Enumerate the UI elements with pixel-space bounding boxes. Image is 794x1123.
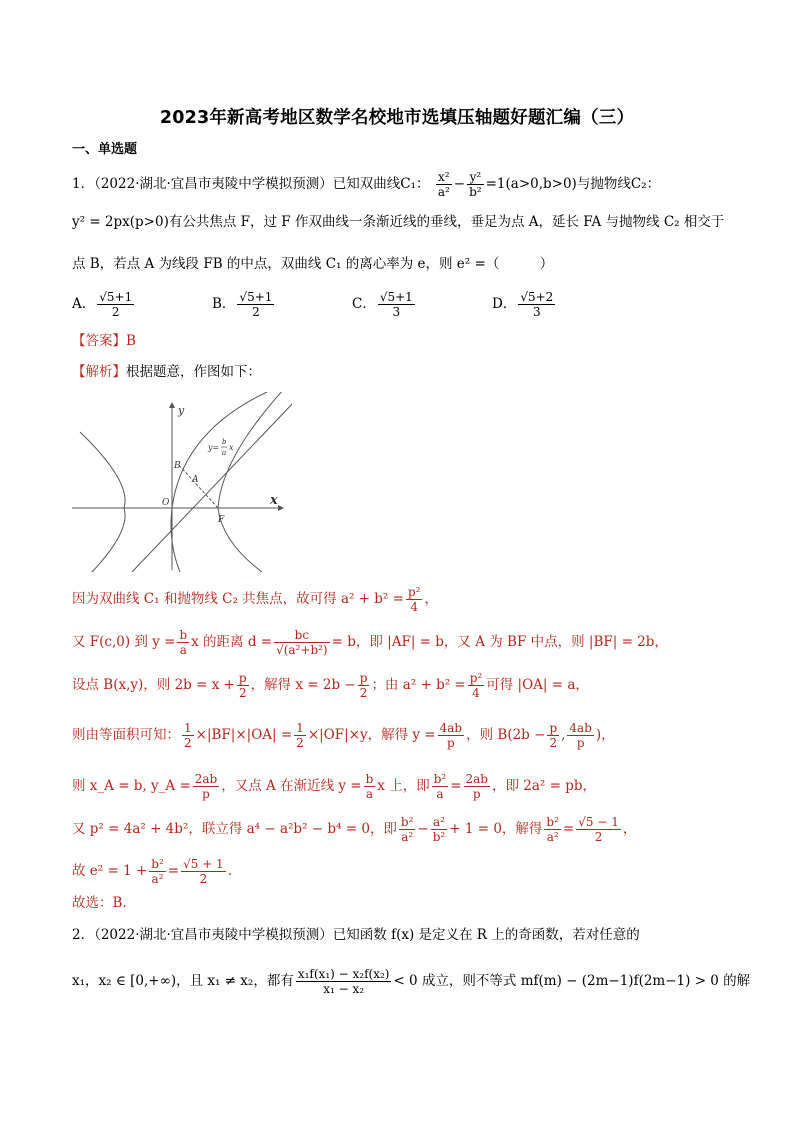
label-a: A — [192, 475, 199, 485]
label-y: y — [178, 404, 185, 417]
solution-conclusion: 故选：B. — [72, 895, 127, 911]
hyperbola-parabola-figure — [72, 392, 292, 572]
section-heading: 一、单选题 — [72, 142, 138, 157]
hyperbola-left-branch — [80, 432, 125, 572]
asymptote-label-suffix: x — [229, 443, 234, 452]
q2-line2: x₁，x₂ ∈ [0,+∞)，且 x₁ ≠ x₂，都有 $\frac{\text{x₁f(x₁) − x₂f(x₂)}}{\text{x₁ − x₂}}$ < 0 成立，则不等式 mf(m) − (2m−1)f(2m−1) > 0 的解 — [72, 967, 751, 996]
q1-options — [72, 290, 557, 319]
solution-line-7: 故 e² = 1 + $\frac{\text{b²}}{\text{a²}}$ = $\frac{√5 + 1}{2}$ . — [72, 857, 232, 886]
segment-fb — [178, 464, 218, 508]
answer-line: 【答案】B — [72, 333, 136, 349]
solution-line-5: 则 x_A = b, y_A = $\frac{2ab}{p}$ ，又点 A 在渐近线 y = $\frac{b}{a}$ x 上，即 $\frac{\text{b²}}{a}$ = $\frac{2ab}{p}$ ，即 2a² = pb， — [72, 772, 597, 801]
option-c[interactable]: C． $\frac{√5+1}{3}$ — [352, 290, 413, 319]
solution-line-2: 又 F(c,0) 到 y = $\frac{b}{a}$ x 的距离 d = $\frac{bc}{\text{√(a²+b²)}}$ = b，即 |AF| = b，又 A 为 BF 中点，则 |BF| = 2b， — [72, 628, 668, 657]
solution-line-6: 又 p² = 4a² + 4b²，联立得 a⁴ − a²b² − b⁴ = 0，即 $\frac{\text{b²}}{\text{a²}}$ − $\frac{\text{a²}}{\text{b²}}$ + 1 = 0，解得 $\frac{\text{b²}}{\text{a²}}$ = $\frac{√5 - 1}{2}$ ， — [72, 815, 637, 844]
q1-line2: y² = 2px(p>0)有公共焦点 F，过 F 作双曲线一条渐近线的垂线，垂足为点 A，延长 FA 与抛物线 C₂ 相交于 — [72, 214, 725, 230]
option-a[interactable]: A． $\frac{√5+1}{2}$ — [72, 290, 133, 319]
q1-intro: 1．（2022·湖北·宜昌市夷陵中学模拟预测）已知双曲线C₁： — [72, 176, 430, 192]
y-axis-arrow — [169, 402, 175, 408]
analysis-line — [72, 362, 261, 382]
option-d[interactable]: D． $\frac{√5+2}{3}$ — [492, 290, 554, 319]
label-o: O — [162, 498, 170, 508]
asymptote-label-prefix: y= — [208, 443, 220, 452]
q1-line3: 点 B，若点 A 为线段 FB 的中点，双曲线 C₁ 的离心率为 e，则 e² =（ ） — [72, 256, 554, 272]
q2-line1: 2．（2022·湖北·宜昌市夷陵中学模拟预测）已知函数 f(x) 是定义在 R 上的奇函数，若对任意的 — [72, 927, 640, 943]
asymptote-line — [132, 402, 292, 572]
solution-line-3: 设点 B(x,y)，则 2b = x + $\frac{p}{2}$ ，解得 x = 2b − $\frac{p}{2}$ ；由 a² + b² = $\frac{\text{p²}}{4}$ 可得 |OA| = a， — [72, 671, 589, 700]
solution-line-4: 则由等面积可知： $\frac{1}{2}$ ×|BF|×|OA| = $\frac{1}{2}$ ×|OF|×y，解得 y = $\frac{4ab}{p}$ ，则 B(2b − $\frac{p}{2}$ , $\frac{4ab}{p}$ )， — [72, 721, 615, 750]
analysis-text: 根据题意，作图如下： — [126, 364, 261, 380]
solution-line-1: 因为双曲线 C₁ 和抛物线 C₂ 共焦点，故可得 a² + b² = $\frac{\text{p²}}{4}$ ， — [72, 585, 438, 614]
label-b: B — [174, 461, 181, 471]
asymptote-label-den: a — [222, 449, 227, 457]
label-f: F — [218, 515, 225, 525]
document-title: 2023年新高考地区数学名校地市选填压轴题好题汇编（三） — [159, 108, 635, 128]
parabola-curve — [171, 392, 267, 572]
label-x: x — [270, 493, 278, 508]
q1-fraction-y: $\frac{\text{y²}}{\text{b²}}$ — [469, 170, 482, 199]
analysis-label: 【解析】 — [72, 364, 126, 380]
q1-fraction-x: $\frac{\text{x²}}{\text{a²}}$ — [437, 170, 450, 199]
x-axis-arrow — [278, 505, 284, 511]
asymptote-label-num: b — [222, 438, 227, 446]
hyperbola-right-branch — [218, 392, 292, 572]
q1-line1: 1．（2022·湖北·宜昌市夷陵中学模拟预测）已知双曲线C₁： $\frac{\text{x²}}{\text{a²}}$ − $\frac{\text{y²}}{\text{b²}}$ =1(a>0,b>0)与抛物线C₂： — [72, 170, 661, 199]
q1-eq-tail: =1(a>0,b>0)与抛物线C₂： — [485, 176, 661, 192]
option-b[interactable]: B． $\frac{√5+1}{2}$ — [212, 290, 273, 319]
